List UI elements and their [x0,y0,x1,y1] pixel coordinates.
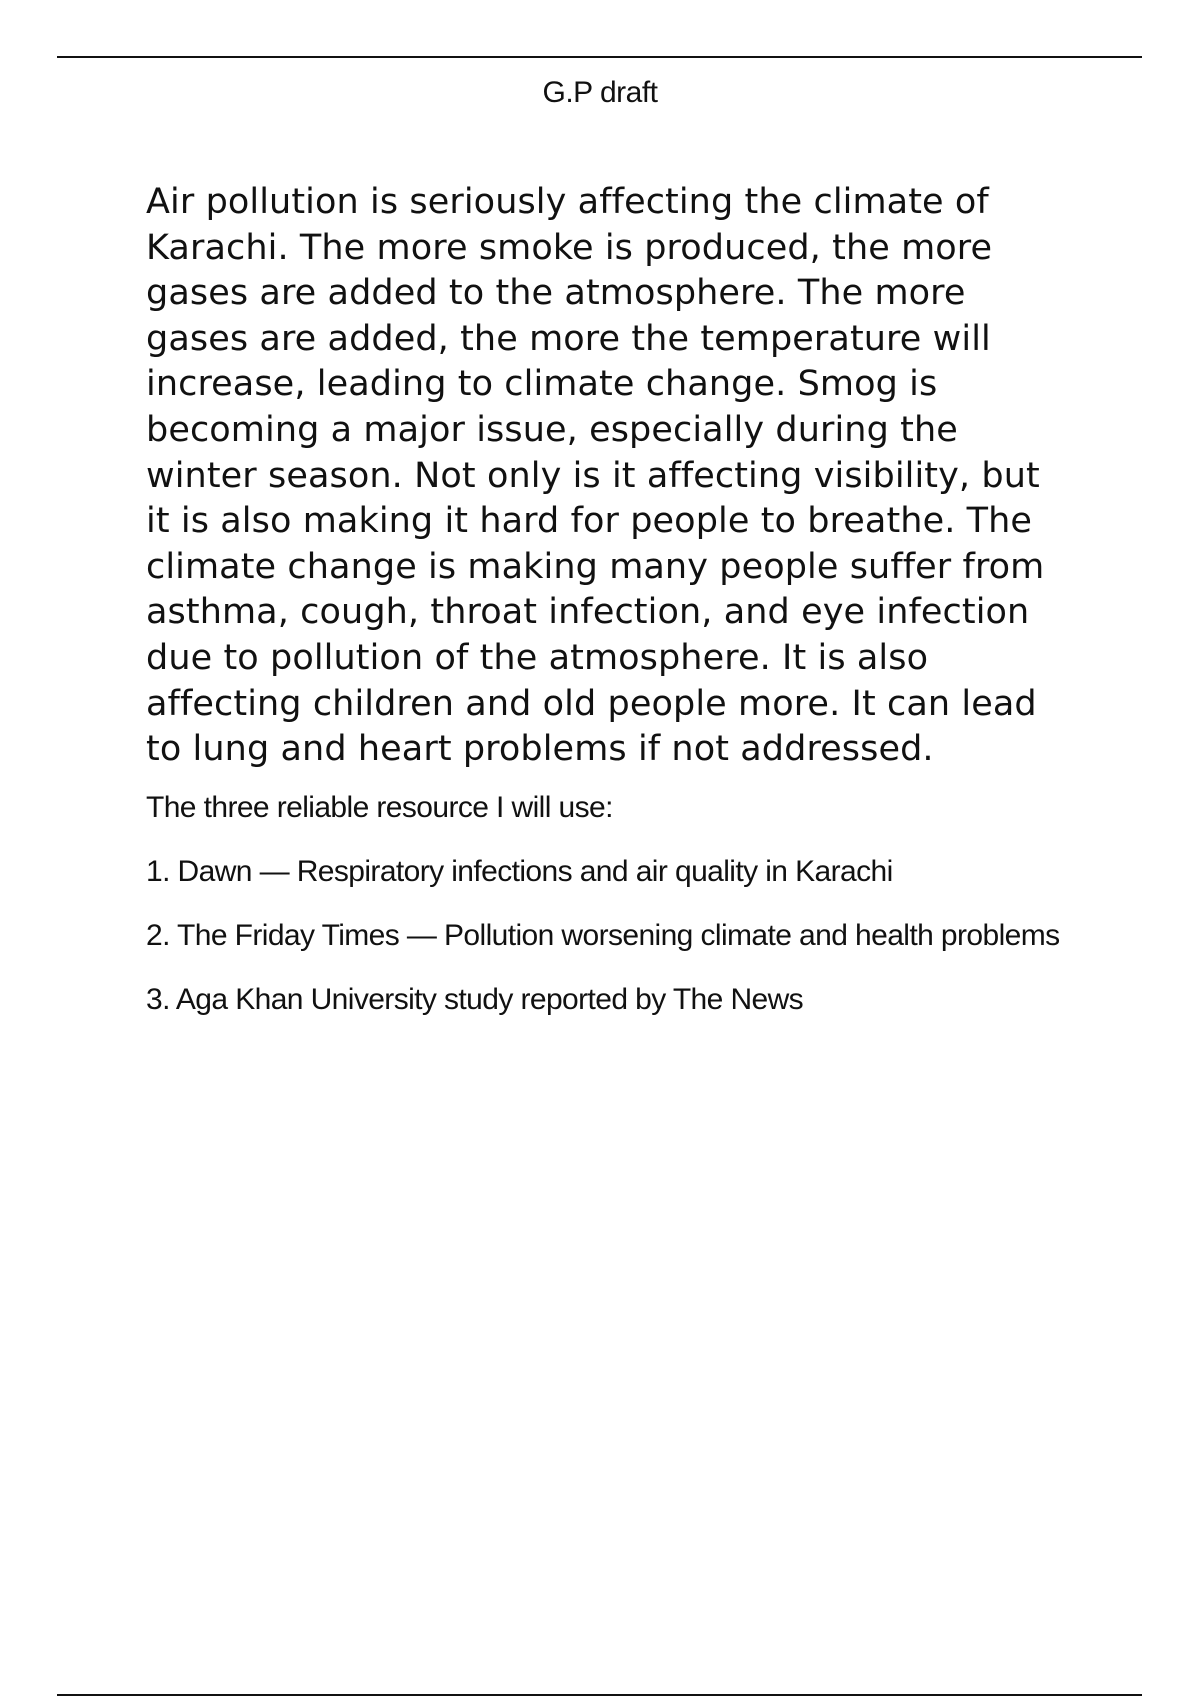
resource-item-aga-khan: 3. Aga Khan University study reported by The News [146,982,804,1016]
page-header-title: G.P draft [542,76,658,109]
resource-item-friday-times: 2. The Friday Times — Pollution worsening climate and health problems [146,918,1060,952]
resource-item-dawn: 1. Dawn — Respiratory infections and air quality in Karachi [146,854,893,888]
resources-heading: The three reliable resource I will use: [146,790,613,824]
header-rule [57,56,1142,58]
main-paragraph: Air pollution is seriously affecting the climate of Karachi. The more smoke is produced, the more gases are added to the atmosphere. The more gases are added, the more the temperature will increase, leading to climate change. Smog is becoming a major issue, especially during the winter season. Not only is it affecting visibility, but it is also making it hard for people to breathe. The climate change is making many people suffer from asthma, cough, throat infection, and eye infection due to pollution of the atmosphere. It is also affecting children and old people more. It can lead to lung and heart problems if not addressed. [146,182,1045,770]
resource-list [146,849,1066,1023]
document-body [146,180,1066,1041]
footer-rule [57,1694,1142,1696]
